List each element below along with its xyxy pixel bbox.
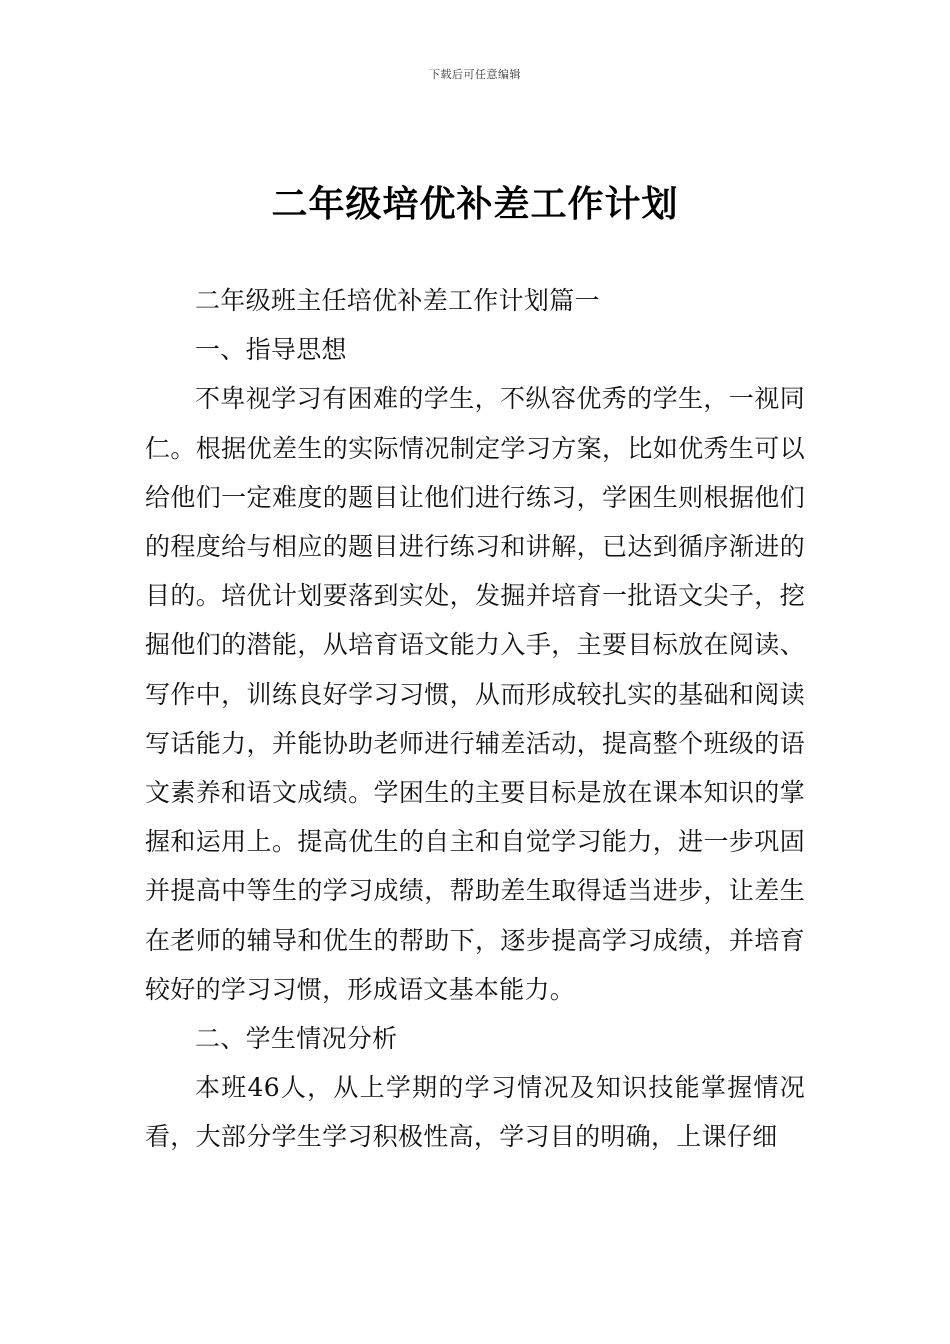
section-heading-guiding-thought: 一、指导思想 [195,335,347,365]
paragraph-guiding-thought: 不卑视学习有困难的学生，不纵容优秀的学生，一视同仁。根据优差生的实际情况制定学习方案，比如优秀生可以给他们一定难度的题目让他们进行练习，学困生则根据他们的程度给与相应的题目进行练习和讲解，已达到循序渐进的目的。培优计划要落到实处，发掘并培育一批语文尖子，挖掘他们的潜能，从培育语文能力入手，主要目标放在阅读、写作中，训练良好学习习惯，从而形成较扎实的基础和阅读写话能力，并能协助老师进行辅差活动，提高整个班级的语文素养和语文成绩。学困生的主要目标是放在课本知识的掌握和运用上。提高优生的自主和自觉学习能力，进一步巩固并提高中等生的学习成绩，帮助差生取得适当进步，让差生在老师的辅导和优生的帮助下，逐步提高学习成绩，并培育较好的学习习惯，形成语文基本能力。 [145,384,805,1004]
document-subtitle: 二年级班主任培优补差工作计划篇一 [195,286,600,315]
paragraph-student-analysis: 本班46人，从上学期的学习情况及知识技能掌握情况看，大部分学生学习积极性高，学习目的明确，上课仔细 [145,1073,805,1152]
header-note: 下载后可任意编辑 [429,68,521,81]
document-title: 二年级培优补差工作计划 [271,184,679,225]
document-body [145,276,805,1162]
section-heading-student-analysis: 二、学生情况分析 [195,1024,398,1054]
